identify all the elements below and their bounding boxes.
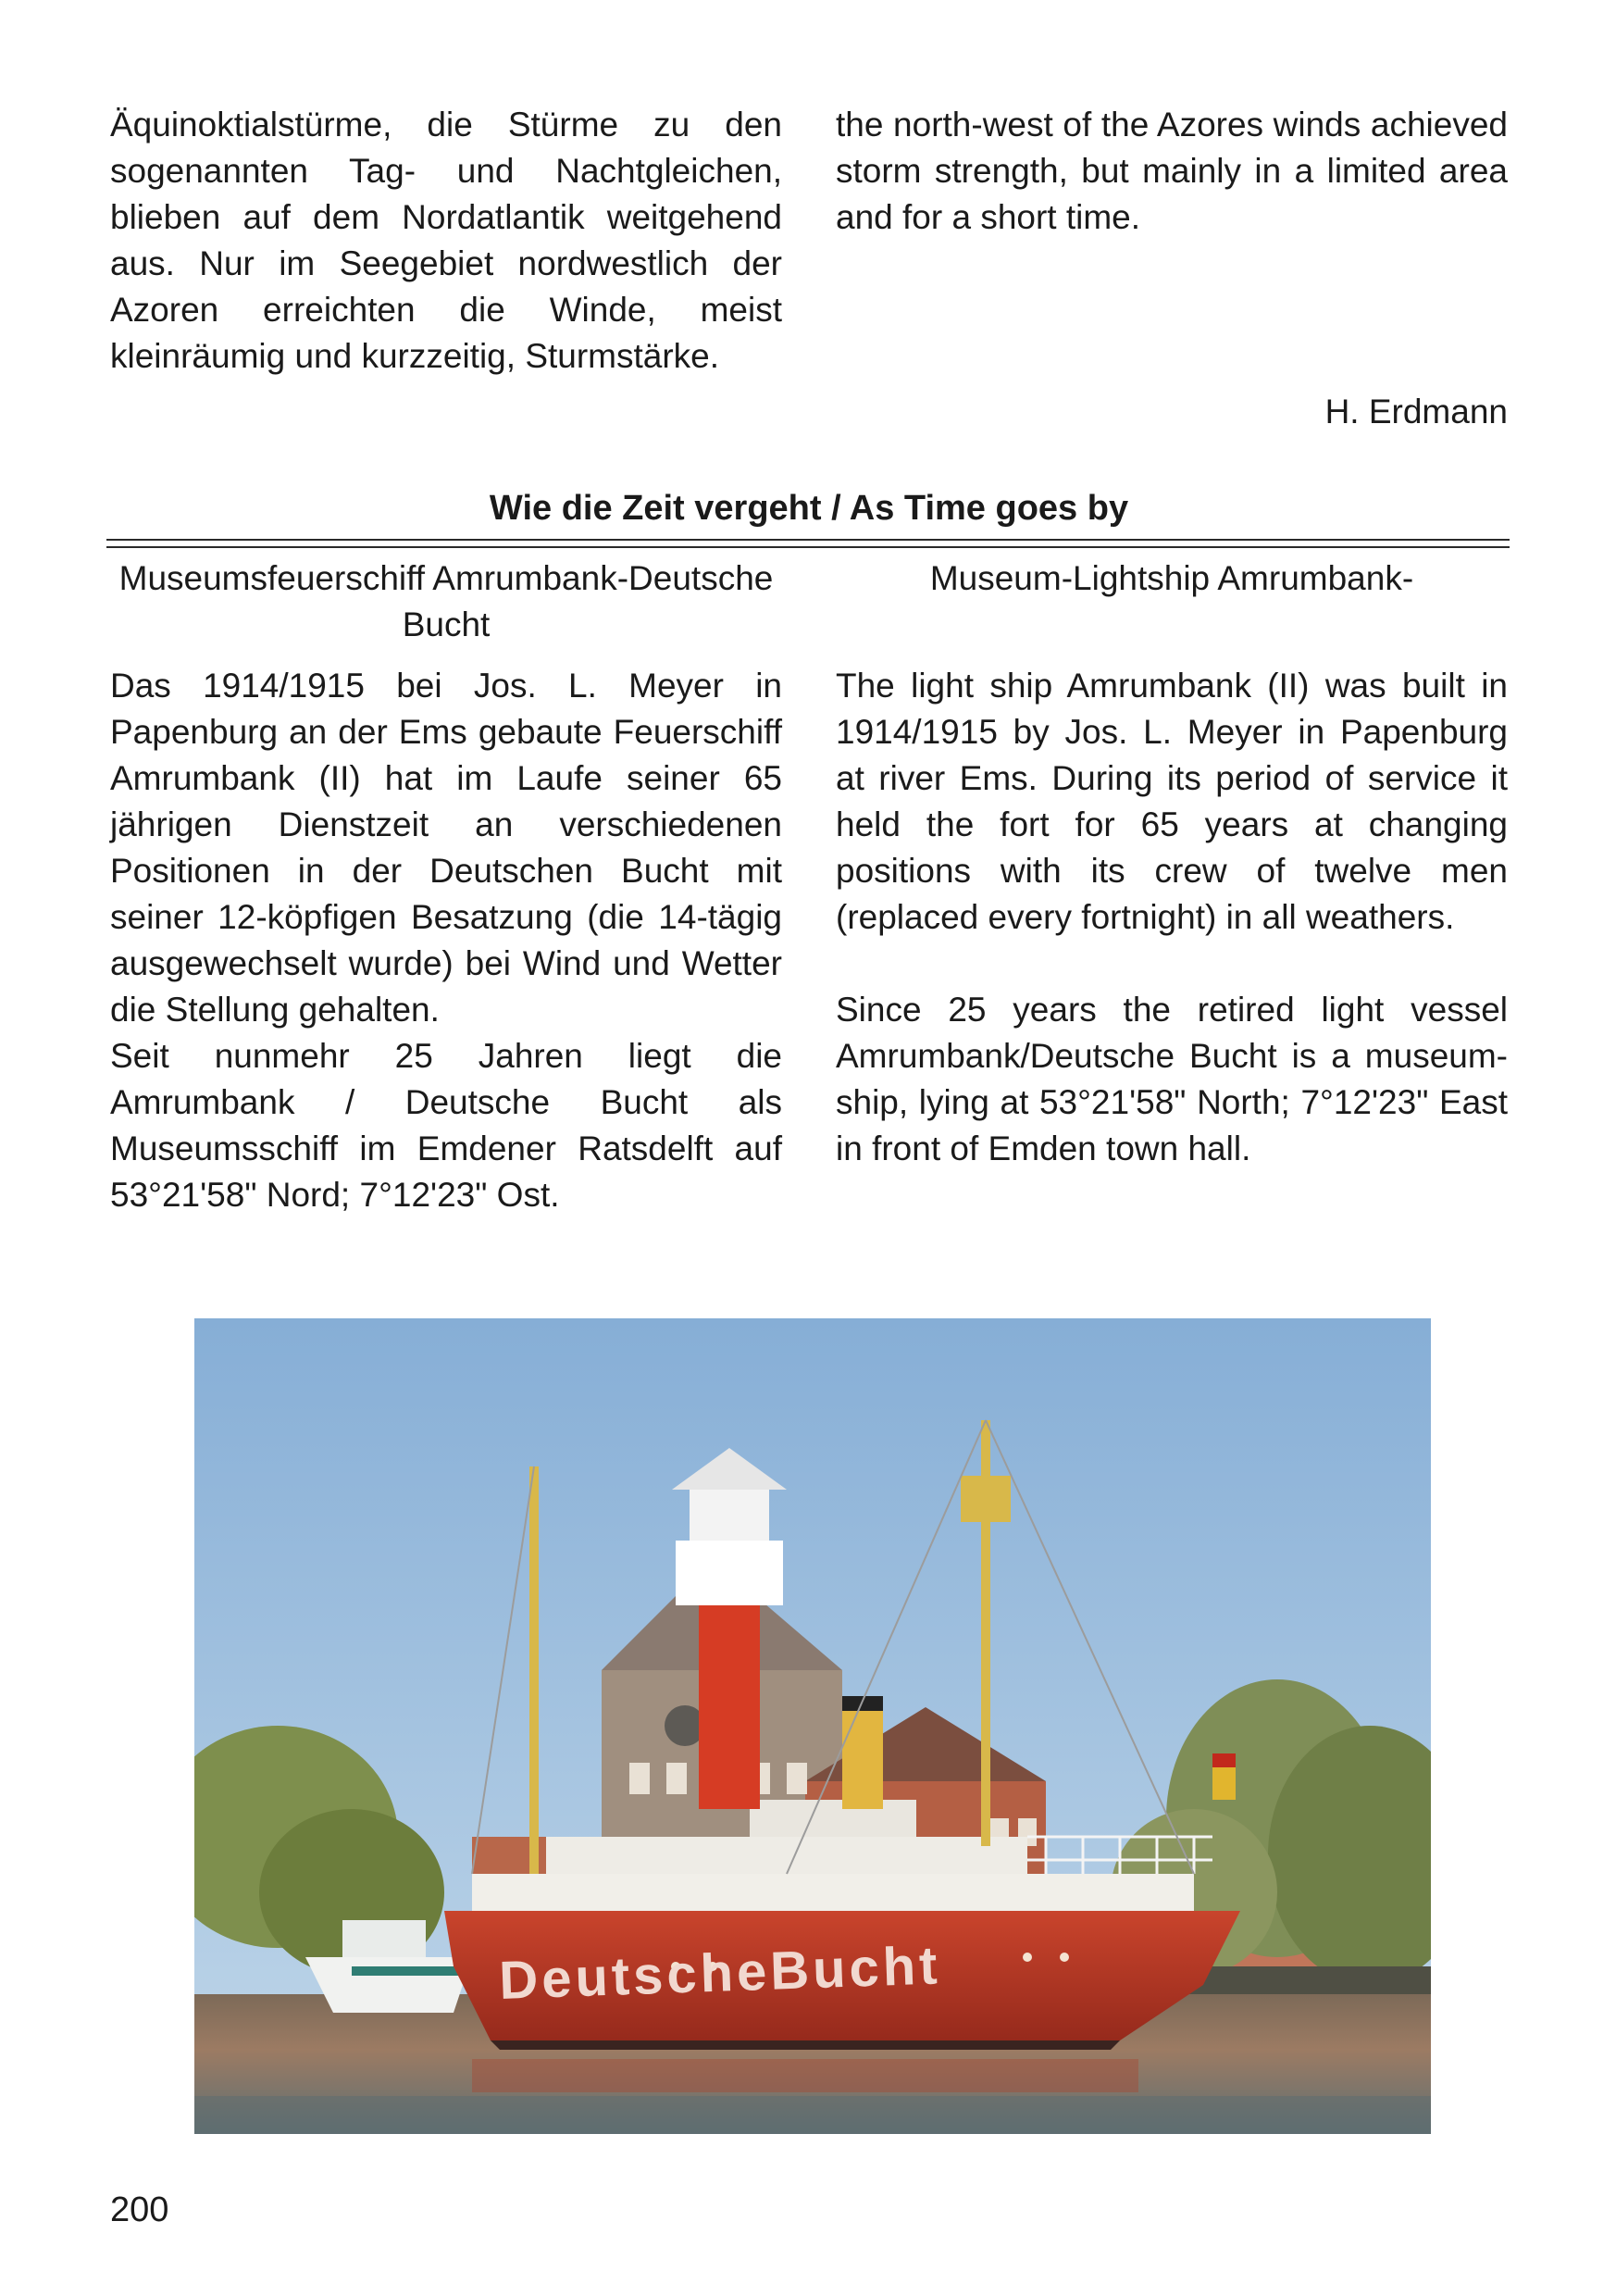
intro-text-german: Äquinoktialstürme, die Stürme zu den sogenannten Tag- und Nachtgleichen, blieben auf dem Nordatlantik weitgehend aus. Nur im Seegebiet nordwestlich der Azoren erreichten die Winde, meist kleinräumig und kurzzeitig, Sturmstärke. bbox=[110, 106, 782, 375]
page-number: 200 bbox=[110, 2190, 169, 2229]
english-article bbox=[836, 663, 1508, 1172]
english-paragraph-1: The light ship Amrumbank (II) was built in 1914/1915 by Jos. L. Meyer in Papenburg at river Ems. During its period of service it held the fort for 65 years at changing positions with its crew of twelve men (replaced every fortnight) in all weathers. bbox=[836, 667, 1508, 936]
left-heading-block bbox=[110, 555, 782, 648]
english-subheading: Museum-Lightship Amrumbank- bbox=[929, 559, 1414, 597]
german-article bbox=[110, 663, 782, 1218]
german-subheading: Museumsfeuerschiff Amrumbank-Deutsche Bucht bbox=[118, 559, 774, 643]
title-double-rule bbox=[106, 539, 1510, 548]
english-paragraph-2: Since 25 years the retired light vessel Amrumbank/Deutsche Bucht is a museum-ship, lying at 53°21'58" North; 7°12'23" East in front of Emden town hall. bbox=[836, 991, 1508, 1167]
german-paragraph-2: Seit nunmehr 25 Jahren liegt die Amrumbank / Deutsche Bucht als Museumsschiff im Emdener Ratsdelft auf 53°21'58" Nord; 7°12'23" Ost. bbox=[110, 1037, 782, 1214]
paragraph-spacer bbox=[836, 941, 1508, 987]
hull-lettering: DeutscheBucht bbox=[498, 1935, 942, 2011]
left-column-intro bbox=[110, 102, 782, 380]
intro-text-english: the north-west of the Azores winds achieved storm strength, but mainly in a limited area and for a short time. bbox=[836, 106, 1508, 236]
right-heading-block bbox=[836, 555, 1508, 602]
lightship-photo bbox=[194, 1318, 1431, 2134]
author-signature: H. Erdmann bbox=[1324, 393, 1508, 430]
section-title: Wie die Zeit vergeht / As Time goes by bbox=[489, 489, 1129, 528]
right-column-intro bbox=[836, 102, 1508, 241]
german-paragraph-1: Das 1914/1915 bei Jos. L. Meyer in Papenburg an der Ems gebaute Feuerschiff Amrumbank (II) hat im Laufe seiner 65 jährigen Dienstzeit an verschiedenen Positionen in der Deutschen Bucht mit seiner 12-köpfigen Besatzung (die 14-tägig ausgewechselt wurde) bei Wind und Wetter die Stellung gehalten. bbox=[110, 667, 782, 1029]
